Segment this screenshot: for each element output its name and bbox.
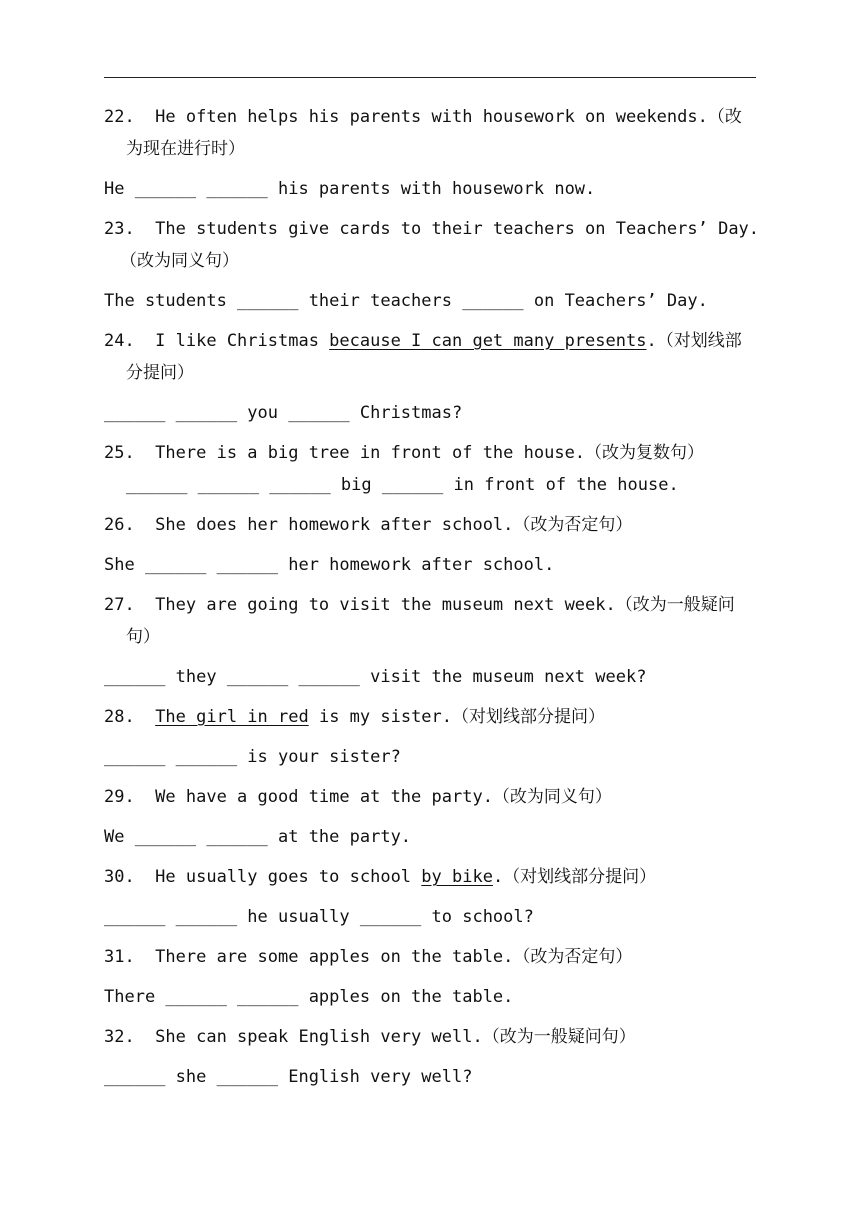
q32-prompt: 32. She can speak English very well.（改为一般疑问句） bbox=[104, 1027, 636, 1047]
header-rule bbox=[104, 77, 756, 78]
q28-prompt: 28. The girl in red is my sister.（对划线部分提问） bbox=[104, 707, 606, 727]
q32-answer-line: ______ she ______ English very well? bbox=[104, 1067, 473, 1087]
q29-prompt: 29. We have a good time at the party.（改为同义句） bbox=[104, 787, 612, 807]
q30-answer-line: ______ ______ he usually ______ to school? bbox=[104, 907, 534, 927]
q22-instruction: 为现在进行时） bbox=[126, 139, 245, 159]
q22-prompt: 22. He often helps his parents with housework on weekends.（改 bbox=[104, 107, 742, 127]
q27-answer-line: ______ they ______ ______ visit the museum next week? bbox=[104, 667, 647, 687]
q25-answer-line: ______ ______ ______ big ______ in front of the house. bbox=[126, 475, 679, 495]
q24-prompt: 24. I like Christmas because I can get many presents.（对划线部 bbox=[104, 331, 742, 351]
underlined-phrase: because I can get many presents bbox=[329, 331, 647, 351]
q25-prompt: 25. There is a big tree in front of the house.（改为复数句） bbox=[104, 443, 705, 463]
q23-prompt: 23. The students give cards to their teachers on Teachers’ Day. bbox=[104, 219, 760, 239]
q29-answer-line: We ______ ______ at the party. bbox=[104, 827, 412, 847]
underlined-phrase: The girl in red bbox=[155, 707, 309, 727]
q23-answer-line: The students ______ their teachers ______ on Teachers’ Day. bbox=[104, 291, 708, 311]
q24-instruction: 分提问） bbox=[126, 363, 194, 383]
q26-answer-line: She ______ ______ her homework after school. bbox=[104, 555, 555, 575]
q22-answer-line: He ______ ______ his parents with housework now. bbox=[104, 179, 596, 199]
q31-answer-line: There ______ ______ apples on the table. bbox=[104, 987, 514, 1007]
q30-prompt: 30. He usually goes to school by bike.（对划线部分提问） bbox=[104, 867, 657, 887]
q26-prompt: 26. She does her homework after school.（改为否定句） bbox=[104, 515, 633, 535]
q27-prompt: 27. They are going to visit the museum next week.（改为一般疑问 bbox=[104, 595, 735, 615]
q23-instruction: （改为同义句） bbox=[120, 251, 239, 271]
q28-answer-line: ______ ______ is your sister? bbox=[104, 747, 401, 767]
q24-answer-line: ______ ______ you ______ Christmas? bbox=[104, 403, 463, 423]
q27-instruction: 句） bbox=[126, 627, 160, 647]
underlined-phrase: by bike bbox=[421, 867, 493, 887]
q31-prompt: 31. There are some apples on the table.（改为否定句） bbox=[104, 947, 633, 967]
